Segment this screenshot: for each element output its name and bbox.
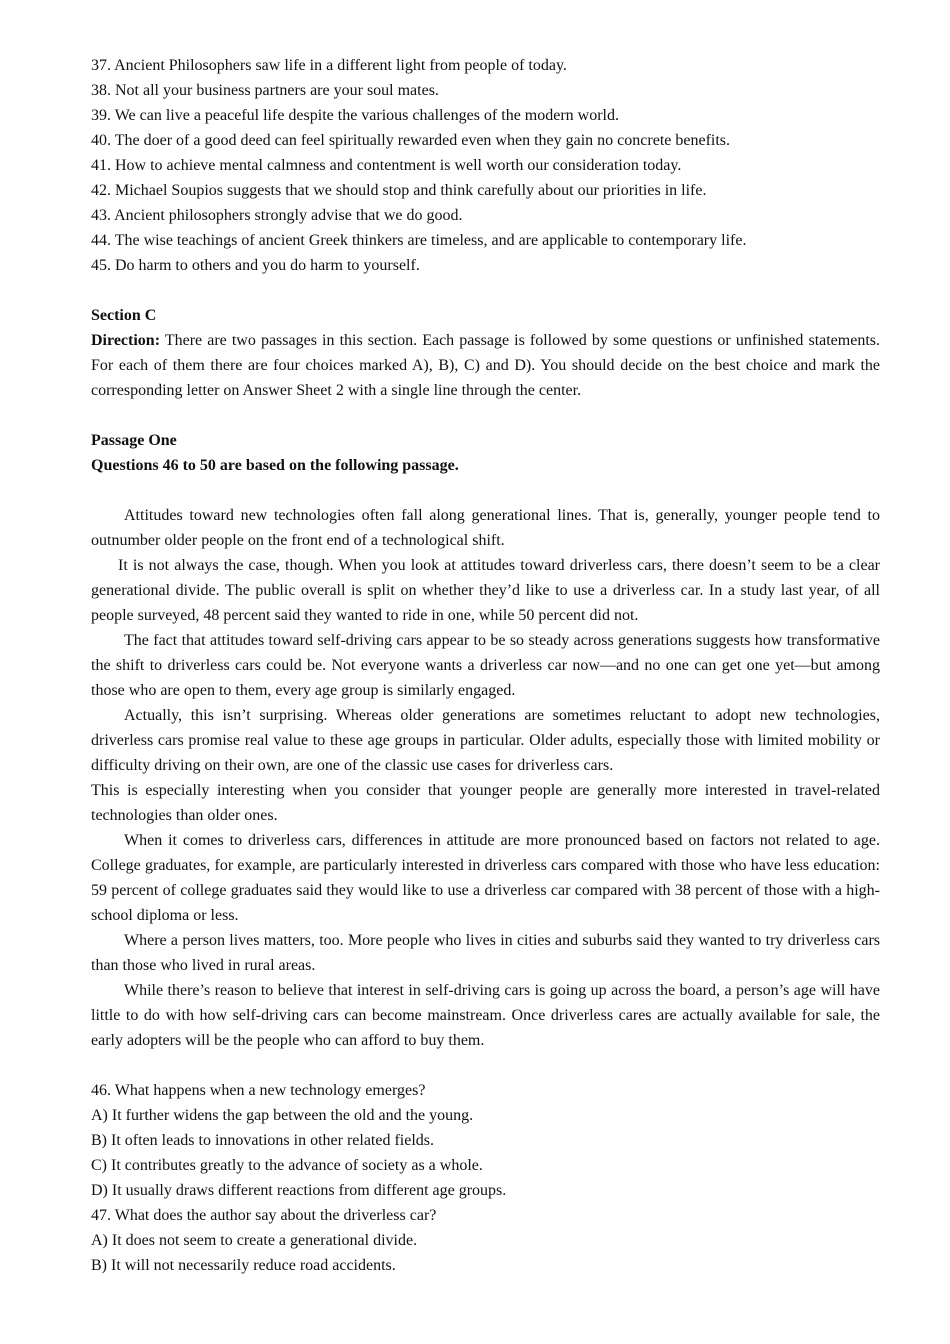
passage-title: Passage One xyxy=(91,432,177,449)
passage-paragraph-7: Where a person lives matters, too. More people who lives in cities and suburbs said they wanted to try driverless cars than those who lived in rural areas. xyxy=(91,932,880,974)
direction-text: There are two passages in this section. Each passage is followed by some questions or unfinished statements. For each of them there are four choices marked A), B), C) and D). You should decide on the best choice and mark the corresponding letter on Answer Sheet 2 with a single line through the center. xyxy=(91,332,880,399)
statement-list xyxy=(91,53,880,278)
passage-subtitle: Questions 46 to 50 are based on the following passage. xyxy=(91,457,459,474)
passage-paragraph-3: The fact that attitudes toward self-driving cars appear to be so steady across generations suggests how transformative the shift to driverless cars could be. Not everyone wants a driverless car now—and no one can get one yet—but among those who are open to them, every age group is similarly engaged. xyxy=(91,632,880,699)
statement-42: 42. Michael Soupios suggests that we should stop and think carefully about our priorities in life. xyxy=(91,182,707,199)
statement-41: 41. How to achieve mental calmness and contentment is well worth our consideration today. xyxy=(91,157,682,174)
question-list xyxy=(91,1078,880,1278)
question-47-option-b: B) It will not necessarily reduce road accidents. xyxy=(91,1257,396,1274)
passage-body xyxy=(91,503,880,1053)
direction-label: Direction: xyxy=(91,332,161,349)
statement-44: 44. The wise teachings of ancient Greek thinkers are timeless, and are applicable to contemporary life. xyxy=(91,232,747,249)
question-47-option-a: A) It does not seem to create a generational divide. xyxy=(91,1232,418,1249)
statement-37: 37. Ancient Philosophers saw life in a different light from people of today. xyxy=(91,57,567,74)
passage-paragraph-2: It is not always the case, though. When you look at attitudes toward driverless cars, there doesn’t seem to be a clear generational divide. The public overall is split on whether they’d like to use a driverless car. In a study last year, of all people surveyed, 48 percent said they wanted to ride in one, while 50 percent did not. xyxy=(91,557,880,624)
statement-43: 43. Ancient philosophers strongly advise that we do good. xyxy=(91,207,463,224)
passage-paragraph-1: Attitudes toward new technologies often fall along generational lines. That is, generally, younger people tend to outnumber older people on the front end of a technological shift. xyxy=(91,507,880,549)
statement-39: 39. We can live a peaceful life despite the various challenges of the modern world. xyxy=(91,107,619,124)
question-46: 46. What happens when a new technology emerges? xyxy=(91,1082,426,1099)
section-c-direction xyxy=(91,328,880,403)
statement-38: 38. Not all your business partners are your soul mates. xyxy=(91,82,439,99)
question-46-option-c: C) It contributes greatly to the advance of society as a whole. xyxy=(91,1157,483,1174)
section-c-title: Section C xyxy=(91,307,157,324)
passage-paragraph-8: While there’s reason to believe that interest in self-driving cars is going up across the board, a person’s age will have little to do with how self-driving cars can become mainstream. Once driverless cares are actually available for sale, the early adopters will be the people who can afford to buy them. xyxy=(91,982,880,1049)
passage-paragraph-4: Actually, this isn’t surprising. Whereas older generations are sometimes reluctant to adopt new technologies, driverless cars promise real value to these age groups in particular. Older adults, especially those with limited mobility or difficulty driving on their own, are one of the classic use cases for driverless cars. xyxy=(91,707,880,774)
statement-40: 40. The doer of a good deed can feel spiritually rewarded even when they gain no concrete benefits. xyxy=(91,132,731,149)
question-46-option-a: A) It further widens the gap between the old and the young. xyxy=(91,1107,474,1124)
statement-45: 45. Do harm to others and you do harm to yourself. xyxy=(91,257,420,274)
question-47: 47. What does the author say about the driverless car? xyxy=(91,1207,437,1224)
question-46-option-d: D) It usually draws different reactions from different age groups. xyxy=(91,1182,507,1199)
passage-paragraph-6: When it comes to driverless cars, differences in attitude are more pronounced based on factors not related to age. College graduates, for example, are particularly interested in driverless cars compared with those who have less education: 59 percent of college graduates said they would like to use a driverless car compared with 38 percent of those with a high-school diploma or less. xyxy=(91,832,880,924)
passage-paragraph-5: This is especially interesting when you consider that younger people are generally more interested in travel-related technologies than older ones. xyxy=(91,782,880,824)
question-46-option-b: B) It often leads to innovations in other related fields. xyxy=(91,1132,435,1149)
